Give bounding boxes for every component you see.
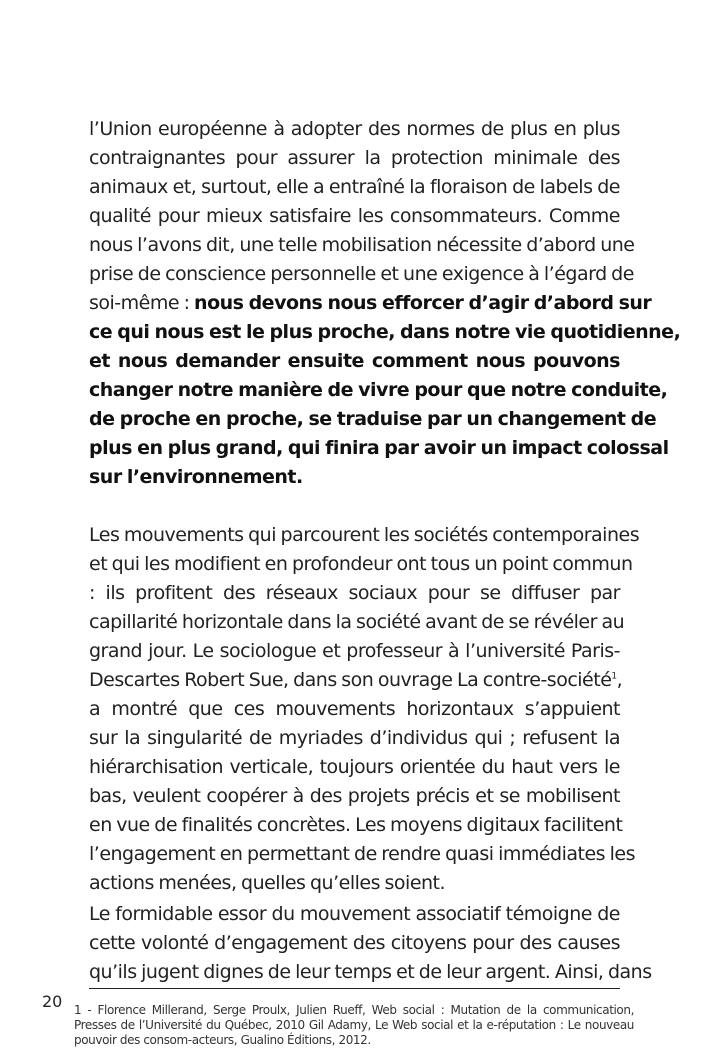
text-run: Descartes Robert Sue, dans son ouvrage La contre-société [89, 669, 612, 691]
text-line: contraignantes pour assurer la protection minimale des [89, 147, 620, 169]
text-line: en vue de finalités concrètes. Les moyens digitaux facilitent [89, 814, 623, 836]
text-line: et qui les modifient en profondeur ont tous un point commun [89, 553, 633, 575]
text-line: cette volonté d’engagement des citoyens pour des causes [89, 932, 620, 954]
paragraph-1 [89, 115, 681, 492]
text-line: bas, veulent coopérer à des projets précis et se mobilisent [89, 785, 620, 807]
page-number: 20 [42, 992, 63, 1011]
text-line: l’Union européenne à adopter des normes de plus en plus [89, 118, 620, 140]
text-line: grand jour. Le sociologue et professeur à l’université Paris- [89, 640, 620, 662]
text-line: Le formidable essor du mouvement associatif témoigne de [89, 903, 620, 925]
emphasis-line: de proche en proche, se traduise par un changement de [89, 408, 657, 430]
text-run: soi-même : [89, 292, 195, 314]
paragraph-2 [89, 521, 640, 898]
emphasis-line: ce qui nous est le plus proche, dans notre vie quotidienne, [89, 321, 681, 343]
text-line: prise de conscience personnelle et une exigence à l’égard de [89, 263, 634, 285]
text-line: qualité pour mieux satisfaire les consommateurs. Comme [89, 205, 620, 227]
footnote-separator [89, 988, 620, 989]
text-line: : ils profitent des réseaux sociaux pour se diffuser par [89, 582, 620, 604]
footnote-line: pouvoir des consom-acteurs, Gualino Éditions, 2012. [74, 1033, 371, 1047]
text-line: l’engagement en permettant de rendre quasi immédiates les [89, 843, 635, 865]
text-line: animaux et, surtout, elle a entraîné la floraison de labels de [89, 176, 620, 198]
emphasis-line: plus en plus grand, qui finira par avoir un impact colossal [89, 437, 669, 459]
emphasis-text: nous devons nous efforcer d’agir d’abord sur [194, 292, 652, 314]
text-line: sur la singularité de myriades d’individus qui ; refusent la [89, 727, 620, 749]
text-line: hiérarchisation verticale, toujours orientée du haut vers le [89, 756, 620, 778]
text-line-mixed [89, 289, 652, 318]
text-line: capillarité horizontale dans la société avant de se révéler au [89, 611, 625, 633]
footnote [74, 1003, 634, 1048]
text-line: nous l’avons dit, une telle mobilisation nécessite d’abord une [89, 234, 635, 256]
emphasis-line: changer notre manière de vivre pour que notre conduite, [89, 379, 668, 401]
emphasis-line: sur l’environnement. [89, 466, 303, 488]
footnote-line: 1 - Florence Millerand, Serge Proulx, Julien Rueff, Web social : Mutation de la communication, [74, 1003, 634, 1017]
text-run: , [616, 669, 623, 691]
text-line: actions menées, quelles qu’elles soient. [89, 872, 446, 894]
text-line: qu’ils jugent dignes de leur temps et de leur argent. Ainsi, dans [89, 961, 652, 983]
footnote-line: Presses de l’Université du Québec, 2010 Gil Adamy, Le Web social et la e-réputation : Le nouveau [74, 1018, 634, 1032]
footnote-reference[interactable]: 1 [611, 671, 617, 682]
paragraph-3 [89, 900, 652, 987]
text-line: a montré que ces mouvements horizontaux s’appuient [89, 698, 620, 720]
emphasis-line: et nous demander ensuite comment nous pouvons [89, 350, 620, 372]
text-line-with-footnote [89, 666, 623, 695]
text-line: Les mouvements qui parcourent les sociétés contemporaines [89, 524, 640, 546]
